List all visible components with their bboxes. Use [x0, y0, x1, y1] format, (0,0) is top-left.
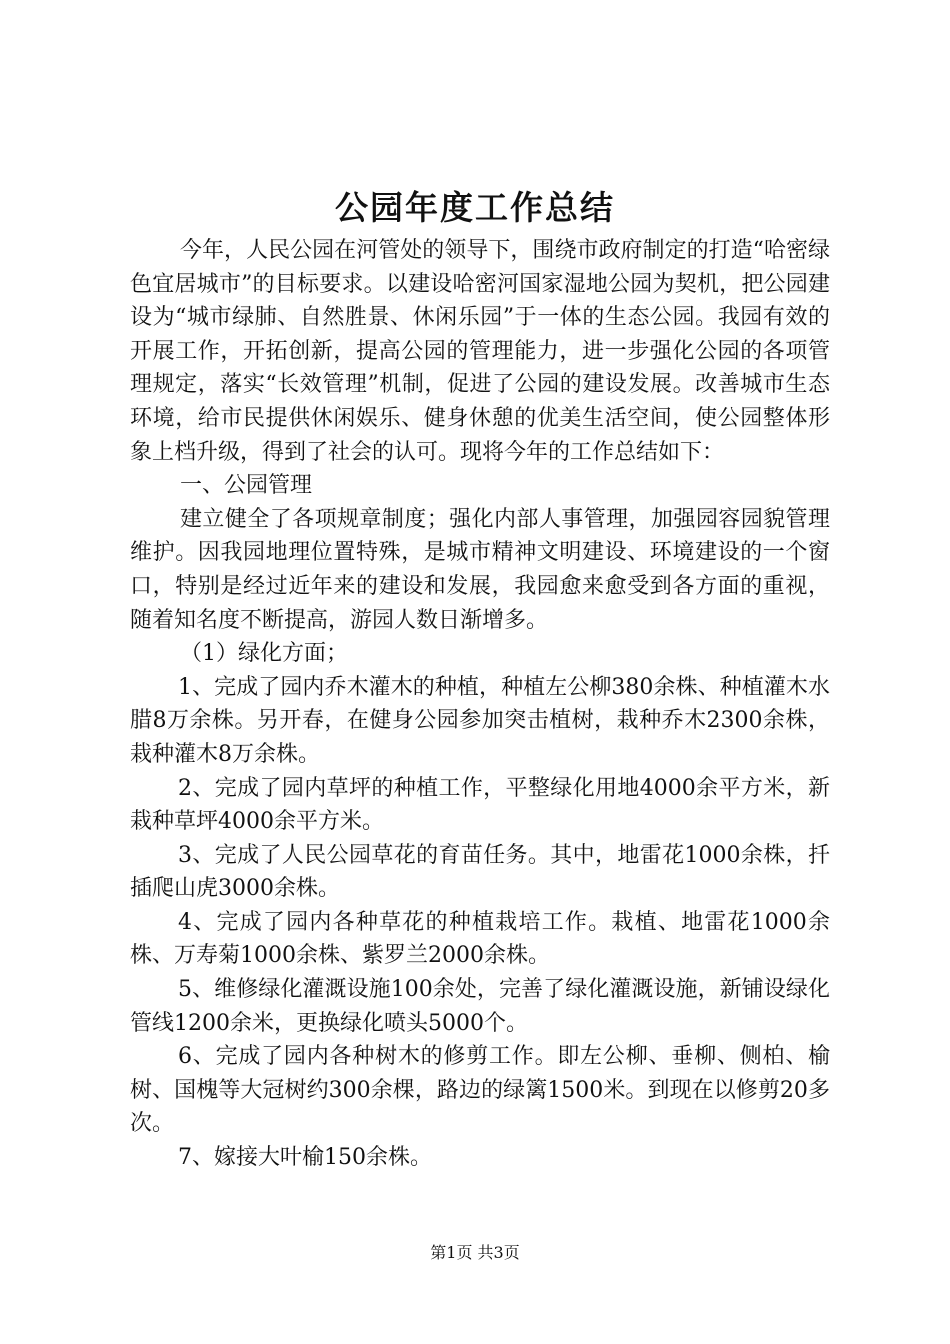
page-number-footer: 第1页 共3页 — [430, 1243, 520, 1262]
document-body — [130, 234, 830, 1175]
greening-item-2: 2、完成了园内草坪的种植工作，平整绿化用地4000余平方米，新栽种草坪4000余平方米。 — [130, 775, 830, 835]
subsection-heading-greening: （1）绿化方面； — [180, 641, 348, 667]
greening-item-5: 5、维修绿化灌溉设施100余处，完善了绿化灌溉设施，新铺设绿化管线1200余米，更换绿化喷头5000个。 — [130, 977, 830, 1036]
section-heading-park-management: 一、公园管理 — [180, 473, 313, 499]
greening-item-4: 4、完成了园内各种草花的种植栽培工作。栽植、地雷花1000余株、万寿菊1000余株、紫罗兰2000余株。 — [130, 909, 830, 969]
greening-item-3: 3、完成了人民公园草花的育苗任务。其中，地雷花1000余株，扦插爬山虎3000余株。 — [130, 842, 830, 902]
document-title: 公园年度工作总结 — [335, 188, 615, 227]
greening-item-1: 1、完成了园内乔木灌木的种植，种植左公柳380余株、种植灌木水腊8万余株。另开春，在健身公园参加突击植树，栽种乔木2300余株，栽种灌木8万余株。 — [130, 674, 830, 767]
park-management-paragraph: 建立健全了各项规章制度；强化内部人事管理，加强园容园貌管理维护。因我园地理位置特殊，是城市精神文明建设、环境建设的一个窗口，特别是经过近年来的建设和发展，我园愈来愈受到各方面的重视，随着知名度不断提高，游园人数日渐增多。 — [130, 506, 830, 633]
greening-item-7: 7、嫁接大叶榆150余株。 — [178, 1145, 432, 1171]
intro-paragraph: 今年，人民公园在河管处的领导下，围绕市政府制定的打造“哈密绿色宜居城市”的目标要求。以建设哈密河国家湿地公园为契机，把公园建设为“城市绿肺、自然胜景、休闲乐园”于一体的生态公园。我园有效的开展工作，开拓创新，提高公园的管理能力，进一步强化公园的各项管理规定，落实“长效管理”机制，促进了公园的建设发展。改善城市生态环境，给市民提供休闲娱乐、健身休憩的优美生活空间，使公园整体形象上档升级，得到了社会的认可。现将今年的工作总结如下： — [130, 238, 830, 465]
greening-item-6: 6、完成了园内各种树木的修剪工作。即左公柳、垂柳、侧柏、榆树、国槐等大冠树约300余棵，路边的绿篱1500米。到现在以修剪20多次。 — [130, 1044, 830, 1137]
